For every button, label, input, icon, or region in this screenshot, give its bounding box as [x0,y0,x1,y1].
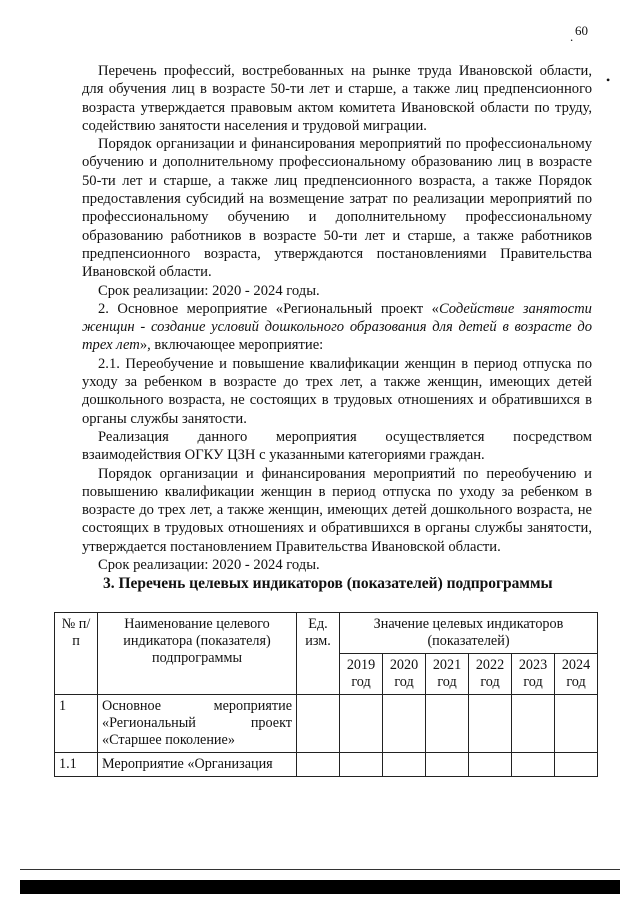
row-value-cell [469,753,512,777]
row-value-cell [512,753,555,777]
year-unit: год [523,674,543,690]
document-body [82,62,592,574]
scan-bottom-bar [20,880,620,894]
activity-2-project-name: Содействие занятости женщин - создание условий дошкольного образования для детей в возрасте до трех лет [82,300,592,354]
paragraph-professions-list: Перечень профессий, востребованных на рынке труда Ивановской области, для обучения лиц в возрасте 50-ти лет и старше, а также лиц предпенсионного возраста утверждается правовым актом комитета Ивановской области по труду, содействию занятости населения и трудовой миграции. [82,63,592,134]
footer-divider [20,869,620,870]
page-number [570,22,588,44]
row-unit-cell [297,753,340,777]
year-unit: год [480,674,500,690]
year-unit: год [394,674,414,690]
row-value-cell [383,753,426,777]
table-row [55,753,598,777]
header-year [512,654,555,695]
year-label: 2021 [432,657,462,673]
scan-edge-mark: • [606,73,611,87]
header-indicator-values: Значение целевых индикаторов (показателей) [340,613,598,654]
row-unit-cell [297,695,340,753]
paragraph-implementation-period: Срок реализации: 2020 - 2024 годы. [98,282,320,299]
row-value-cell [512,695,555,753]
row-value-cell [555,753,598,777]
row-indicator-name: Мероприятие «Организация [98,753,297,777]
paragraph-main-activity-2 [82,300,592,355]
row-value-cell [383,695,426,753]
year-label: 2020 [389,657,419,673]
activity-2-suffix: », включающее мероприятие: [139,337,324,354]
dot-mark: . [570,29,574,44]
header-number: № п/п [55,613,98,695]
section-title: 3. Перечень целевых индикаторов (показателей) подпрограммы [103,575,553,592]
header-year [555,654,598,695]
row-value-cell [555,695,598,753]
row-value-cell [340,753,383,777]
year-label: 2023 [518,657,548,673]
header-indicator-name: Наименование целевого индикатора (показателя) подпрограммы [98,613,297,695]
year-label: 2024 [561,657,591,673]
header-year [383,654,426,695]
row-value-cell [426,695,469,753]
header-year [469,654,512,695]
header-year [426,654,469,695]
paragraph-implementation-period-2: Срок реализации: 2020 - 2024 годы. [98,557,320,574]
row-number: 1 [55,695,98,753]
paragraph-activity-2-1: 2.1. Переобучение и повышение квалификации женщин в период отпуска по уходу за ребенком в возрасте до трех лет, а также женщин, имеющих детей дошкольного возраста, не состоящих в трудовых отношениях и обратившихся в органы службы занятости. [82,355,592,427]
year-label: 2022 [475,657,505,673]
table-row [55,695,598,753]
header-year [340,654,383,695]
page-number-value: 60 [575,23,588,38]
paragraph-activity-implementation: Реализация данного мероприятия осуществляется посредством взаимодействия ОГКУ ЦЗН с указанными категориями граждан. [82,428,592,464]
row-value-cell [469,695,512,753]
paragraph-financing-order: Порядок организации и финансирования мероприятий по профессиональному обучению и дополнительному профессиональному образованию лиц в возрасте 50-ти лет и старше, а также лиц предпенсионного возраста, а также Порядок предоставления субсидий на возмещение затрат по реализации мероприятий по профессиональному обучению и дополнительному профессиональному образованию работников в возрасте 50-ти лет и старше, а также работников предпенсионного возраста, утверждаются постановлениями Правительства Ивановской области. [82,136,592,281]
row-number: 1.1 [55,753,98,777]
year-unit: год [351,674,371,690]
indicators-table [54,612,598,777]
row-value-cell [340,695,383,753]
row-indicator-name: Основное мероприятие «Региональный проект «Старшее поколение» [98,695,297,753]
activity-2-prefix: 2. Основное мероприятие «Региональный проект « [98,300,439,317]
year-unit: год [566,674,586,690]
paragraph-retraining-order: Порядок организации и финансирования мероприятий по переобучению и повышению квалификации женщин в период отпуска по уходу за ребенком в возрасте до трех лет, а также женщин, имеющих детей дошкольного возраста, не состоящих в трудовых отношениях и обратившихся в органы службы занятости, утверждается постановлением Правительства Ивановской области. [82,465,592,555]
row-value-cell [426,753,469,777]
year-label: 2019 [346,657,376,673]
header-unit: Ед. изм. [297,613,340,695]
year-unit: год [437,674,457,690]
table-header-row [55,613,598,654]
